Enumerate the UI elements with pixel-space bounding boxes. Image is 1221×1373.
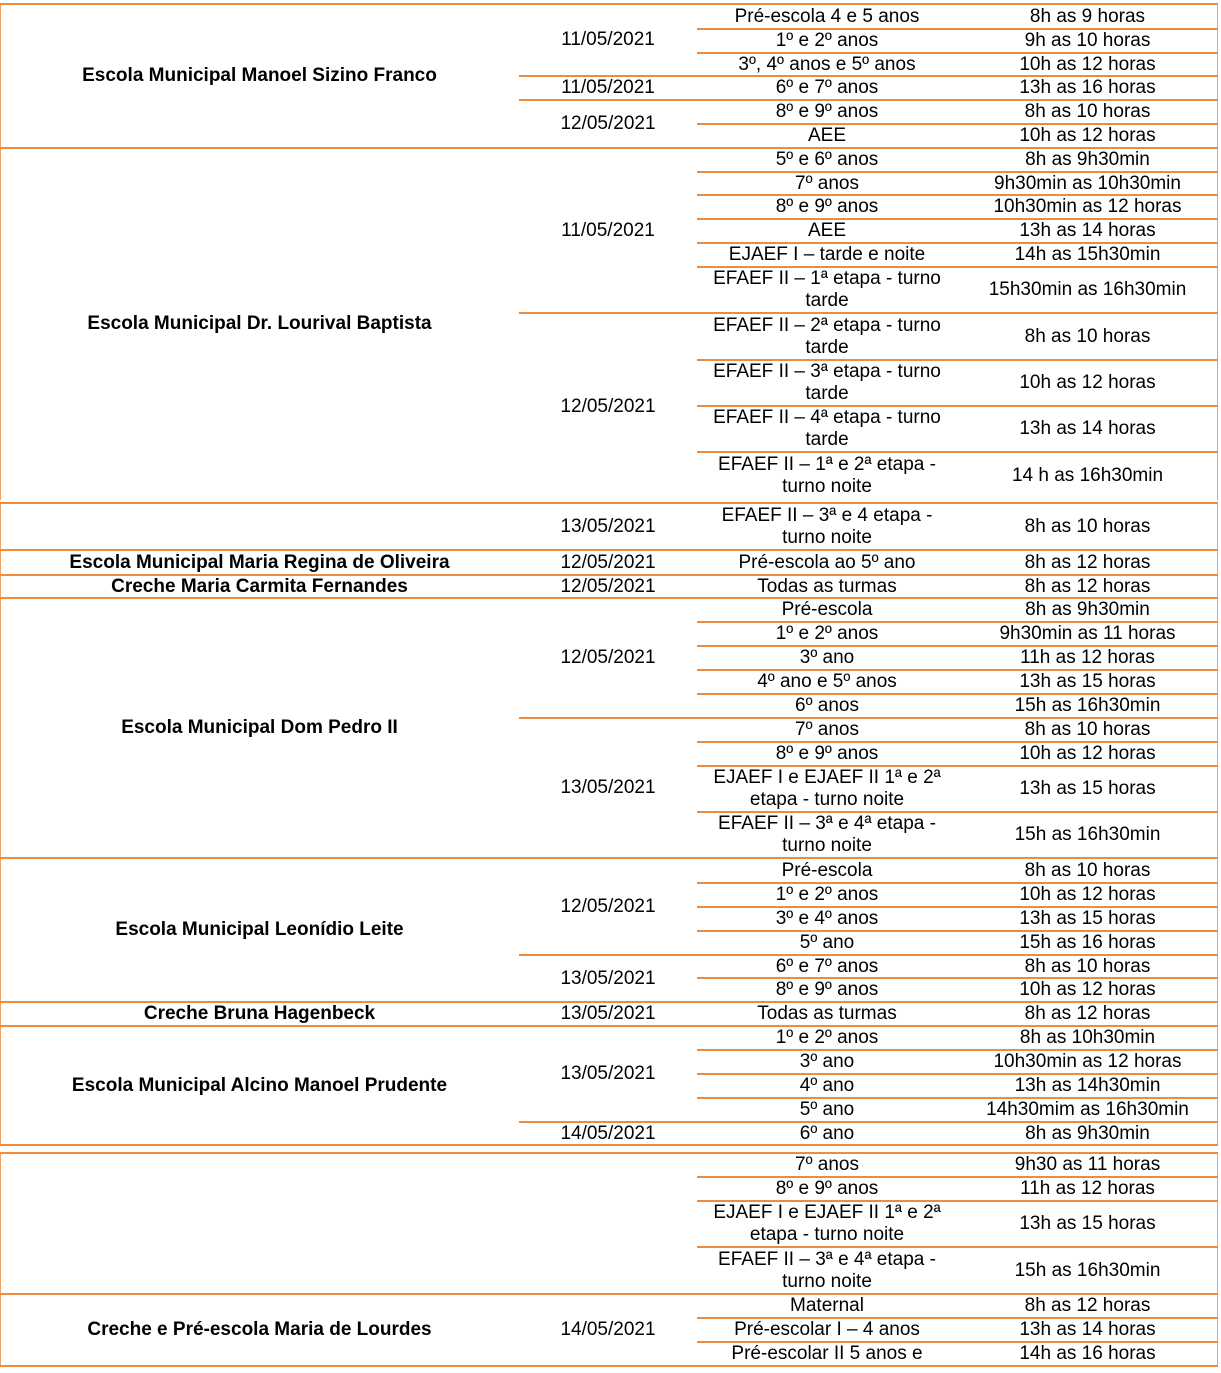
time-cell: 9h30min as 10h30min	[994, 172, 1181, 194]
time-cell: 14h as 16 horas	[1019, 1343, 1156, 1364]
time-cell: 10h30min as 12 horas	[993, 1051, 1182, 1072]
date-cell: 12/05/2021	[560, 395, 656, 417]
time-cell: 8h as 12 horas	[1024, 1295, 1151, 1316]
class-cell: Pré-escolar II 5 anos e	[731, 1343, 923, 1364]
class-cell: 4º ano e 5º anos	[757, 671, 897, 692]
time-cell: 8h as 10 horas	[1024, 325, 1151, 347]
class-cell: EJAEF I – tarde e noite	[728, 244, 926, 265]
class-cell: Pré-escolar I – 4 anos	[734, 1319, 920, 1340]
time-cell: 10h as 12 horas	[1019, 372, 1156, 393]
class-cell: 5º ano	[799, 1099, 855, 1120]
date-cell: 13/05/2021	[560, 777, 656, 798]
time-cell: 10h as 12 horas	[1019, 125, 1156, 146]
date-cell: 12/05/2021	[560, 647, 656, 668]
time-cell: 13h as 15 horas	[1019, 778, 1156, 799]
time-cell: 8h as 9h30min	[1025, 599, 1150, 620]
class-cell: EFAEF II – 1ª e 2ª etapa - turno noite	[718, 454, 936, 497]
class-cell: 6º e 7º anos	[775, 77, 879, 98]
time-cell: 13h as 15 horas	[1019, 1213, 1156, 1234]
date-cell: 12/05/2021	[560, 895, 656, 917]
class-cell: 3º, 4º anos e 5º anos	[738, 53, 916, 75]
school-name: Escola Municipal Leonídio Leite	[115, 919, 404, 940]
time-cell: 14h as 15h30min	[1014, 244, 1161, 265]
time-cell: 13h as 15 horas	[1019, 671, 1156, 692]
school-name: Escola Municipal Manoel Sizino Franco	[82, 65, 437, 86]
date-cell: 12/05/2021	[560, 575, 656, 597]
date-cell	[519, 1153, 697, 1294]
date-cell: 14/05/2021	[560, 1319, 656, 1340]
time-cell: 11h as 12 horas	[1020, 647, 1155, 668]
date-cell: 13/05/2021	[560, 967, 656, 989]
class-cell: 1º e 2º anos	[775, 30, 879, 51]
date-cell: 13/05/2021	[560, 1063, 656, 1084]
class-cell: 7º anos	[795, 719, 859, 740]
date-cell: 13/05/2021	[560, 515, 656, 537]
time-cell: 8h as 12 horas	[1024, 575, 1151, 597]
class-cell: EJAEF I e EJAEF II 1ª e 2ª etapa - turno noite	[713, 767, 941, 810]
time-cell: 10h as 12 horas	[1019, 884, 1156, 905]
time-cell: 8h as 9h30min	[1025, 1122, 1150, 1144]
time-cell: 10h as 12 horas	[1019, 743, 1156, 764]
class-cell: Pré-escola	[781, 599, 873, 620]
class-cell: 1º e 2º anos	[775, 623, 879, 644]
school-name	[0, 503, 519, 550]
class-cell: EJAEF I e EJAEF II 1ª e 2ª etapa - turno noite	[713, 1202, 941, 1245]
school-name: Creche e Pré-escola Maria de Lourdes	[87, 1319, 432, 1340]
class-cell: 8º e 9º anos	[775, 979, 879, 1000]
class-cell: 3º e 4º anos	[775, 908, 879, 929]
time-cell: 8h as 10 horas	[1024, 955, 1151, 977]
class-cell: 8º e 9º anos	[775, 1178, 879, 1199]
class-cell: Maternal	[790, 1295, 864, 1316]
time-cell: 8h as 10 horas	[1024, 515, 1151, 537]
class-cell: Todas as turmas	[757, 1003, 897, 1024]
class-cell: 6º anos	[795, 695, 859, 716]
date-cell: 12/05/2021	[560, 551, 656, 573]
class-cell: EFAEF II – 4ª etapa - turno tarde	[713, 407, 941, 450]
school-name	[0, 1153, 519, 1294]
class-cell: 1º e 2º anos	[775, 884, 879, 905]
time-cell: 9h30min as 11 horas	[999, 623, 1176, 644]
class-cell: EFAEF II – 2ª etapa - turno tarde	[713, 314, 941, 358]
class-cell: 3º ano	[799, 647, 855, 668]
class-cell: 5º e 6º anos	[775, 149, 879, 170]
class-cell: EFAEF II – 3ª etapa - turno tarde	[713, 361, 941, 404]
date-cell: 14/05/2021	[560, 1122, 656, 1144]
time-cell: 13h as 14 horas	[1019, 418, 1156, 439]
class-cell: 6º ano	[799, 1122, 855, 1144]
date-cell: 11/05/2021	[561, 77, 655, 98]
time-cell: 13h as 15 horas	[1019, 908, 1156, 929]
time-cell: 10h as 12 horas	[1019, 979, 1156, 1000]
class-cell: Todas as turmas	[757, 575, 897, 597]
class-cell: 8º e 9º anos	[775, 743, 879, 764]
school-name: Escola Municipal Dom Pedro II	[121, 717, 398, 738]
time-cell: 8h as 12 horas	[1024, 1003, 1151, 1024]
class-cell: EFAEF II – 3ª e 4ª etapa - turno noite	[718, 813, 936, 856]
time-cell: 8h as 10 horas	[1024, 101, 1151, 122]
date-cell: 11/05/2021	[561, 29, 655, 50]
school-name: Escola Municipal Alcino Manoel Prudente	[71, 1074, 448, 1096]
class-cell: 8º e 9º anos	[775, 101, 879, 122]
time-cell: 10h30min as 12 horas	[993, 196, 1182, 217]
class-cell: 8º e 9º anos	[775, 196, 879, 217]
class-cell: 1º e 2º anos	[775, 1027, 879, 1048]
class-cell: EFAEF II – 3ª e 4ª etapa - turno noite	[718, 1248, 936, 1292]
time-cell: 15h as 16h30min	[1014, 824, 1161, 845]
school-name: Creche Maria Carmita Fernandes	[111, 575, 408, 597]
class-cell: AEE	[807, 125, 847, 146]
time-cell: 8h as 9h30min	[1025, 149, 1150, 170]
class-cell: EFAEF II – 1ª etapa - turno tarde	[713, 268, 941, 311]
school-name: Escola Municipal Dr. Lourival Baptista	[87, 313, 432, 334]
date-cell: 11/05/2021	[561, 219, 655, 241]
time-cell: 13h as 14 horas	[1019, 220, 1156, 241]
time-cell: 8h as 10 horas	[1024, 719, 1151, 740]
time-cell: 14 h as 16h30min	[1011, 465, 1164, 486]
class-cell: 5º ano	[799, 932, 855, 953]
class-cell: Pré-escola	[781, 859, 873, 881]
class-cell: 6º e 7º anos	[775, 955, 879, 977]
time-cell: 13h as 14 horas	[1019, 1319, 1156, 1340]
time-cell: 15h30min as 16h30min	[988, 279, 1187, 300]
class-cell: 7º anos	[795, 1154, 859, 1175]
date-cell: 12/05/2021	[560, 113, 656, 134]
school-name: Escola Municipal Maria Regina de Oliveira	[69, 551, 450, 573]
time-cell: 15h as 16h30min	[1014, 695, 1161, 716]
class-cell: 7º anos	[795, 172, 859, 194]
time-cell: 8h as 9 horas	[1029, 5, 1146, 27]
class-cell: Pré-escola 4 e 5 anos	[734, 5, 920, 27]
time-cell: 10h as 12 horas	[1019, 53, 1156, 75]
school-name: Creche Bruna Hagenbeck	[143, 1003, 376, 1024]
class-cell: 3º ano	[799, 1051, 855, 1072]
time-cell: 13h as 14h30min	[1014, 1075, 1161, 1096]
date-cell: 13/05/2021	[560, 1003, 656, 1024]
class-cell: 4º ano	[799, 1075, 855, 1096]
time-cell: 15h as 16 horas	[1019, 932, 1156, 953]
class-cell: Pré-escola ao 5º ano	[738, 551, 916, 573]
time-cell: 15h as 16h30min	[1014, 1259, 1161, 1281]
time-cell: 13h as 16 horas	[1019, 77, 1156, 98]
class-cell: AEE	[807, 220, 847, 241]
time-cell: 8h as 12 horas	[1024, 551, 1151, 573]
time-cell: 8h as 10h30min	[1019, 1027, 1156, 1048]
time-cell: 9h30 as 11 horas	[1014, 1154, 1161, 1175]
time-cell: 11h as 12 horas	[1020, 1178, 1155, 1199]
time-cell: 14h30mim as 16h30min	[986, 1099, 1189, 1120]
class-cell: EFAEF II – 3ª e 4 etapa - turno noite	[721, 504, 933, 548]
time-cell: 9h as 10 horas	[1024, 30, 1151, 51]
time-cell: 8h as 10 horas	[1024, 859, 1151, 881]
